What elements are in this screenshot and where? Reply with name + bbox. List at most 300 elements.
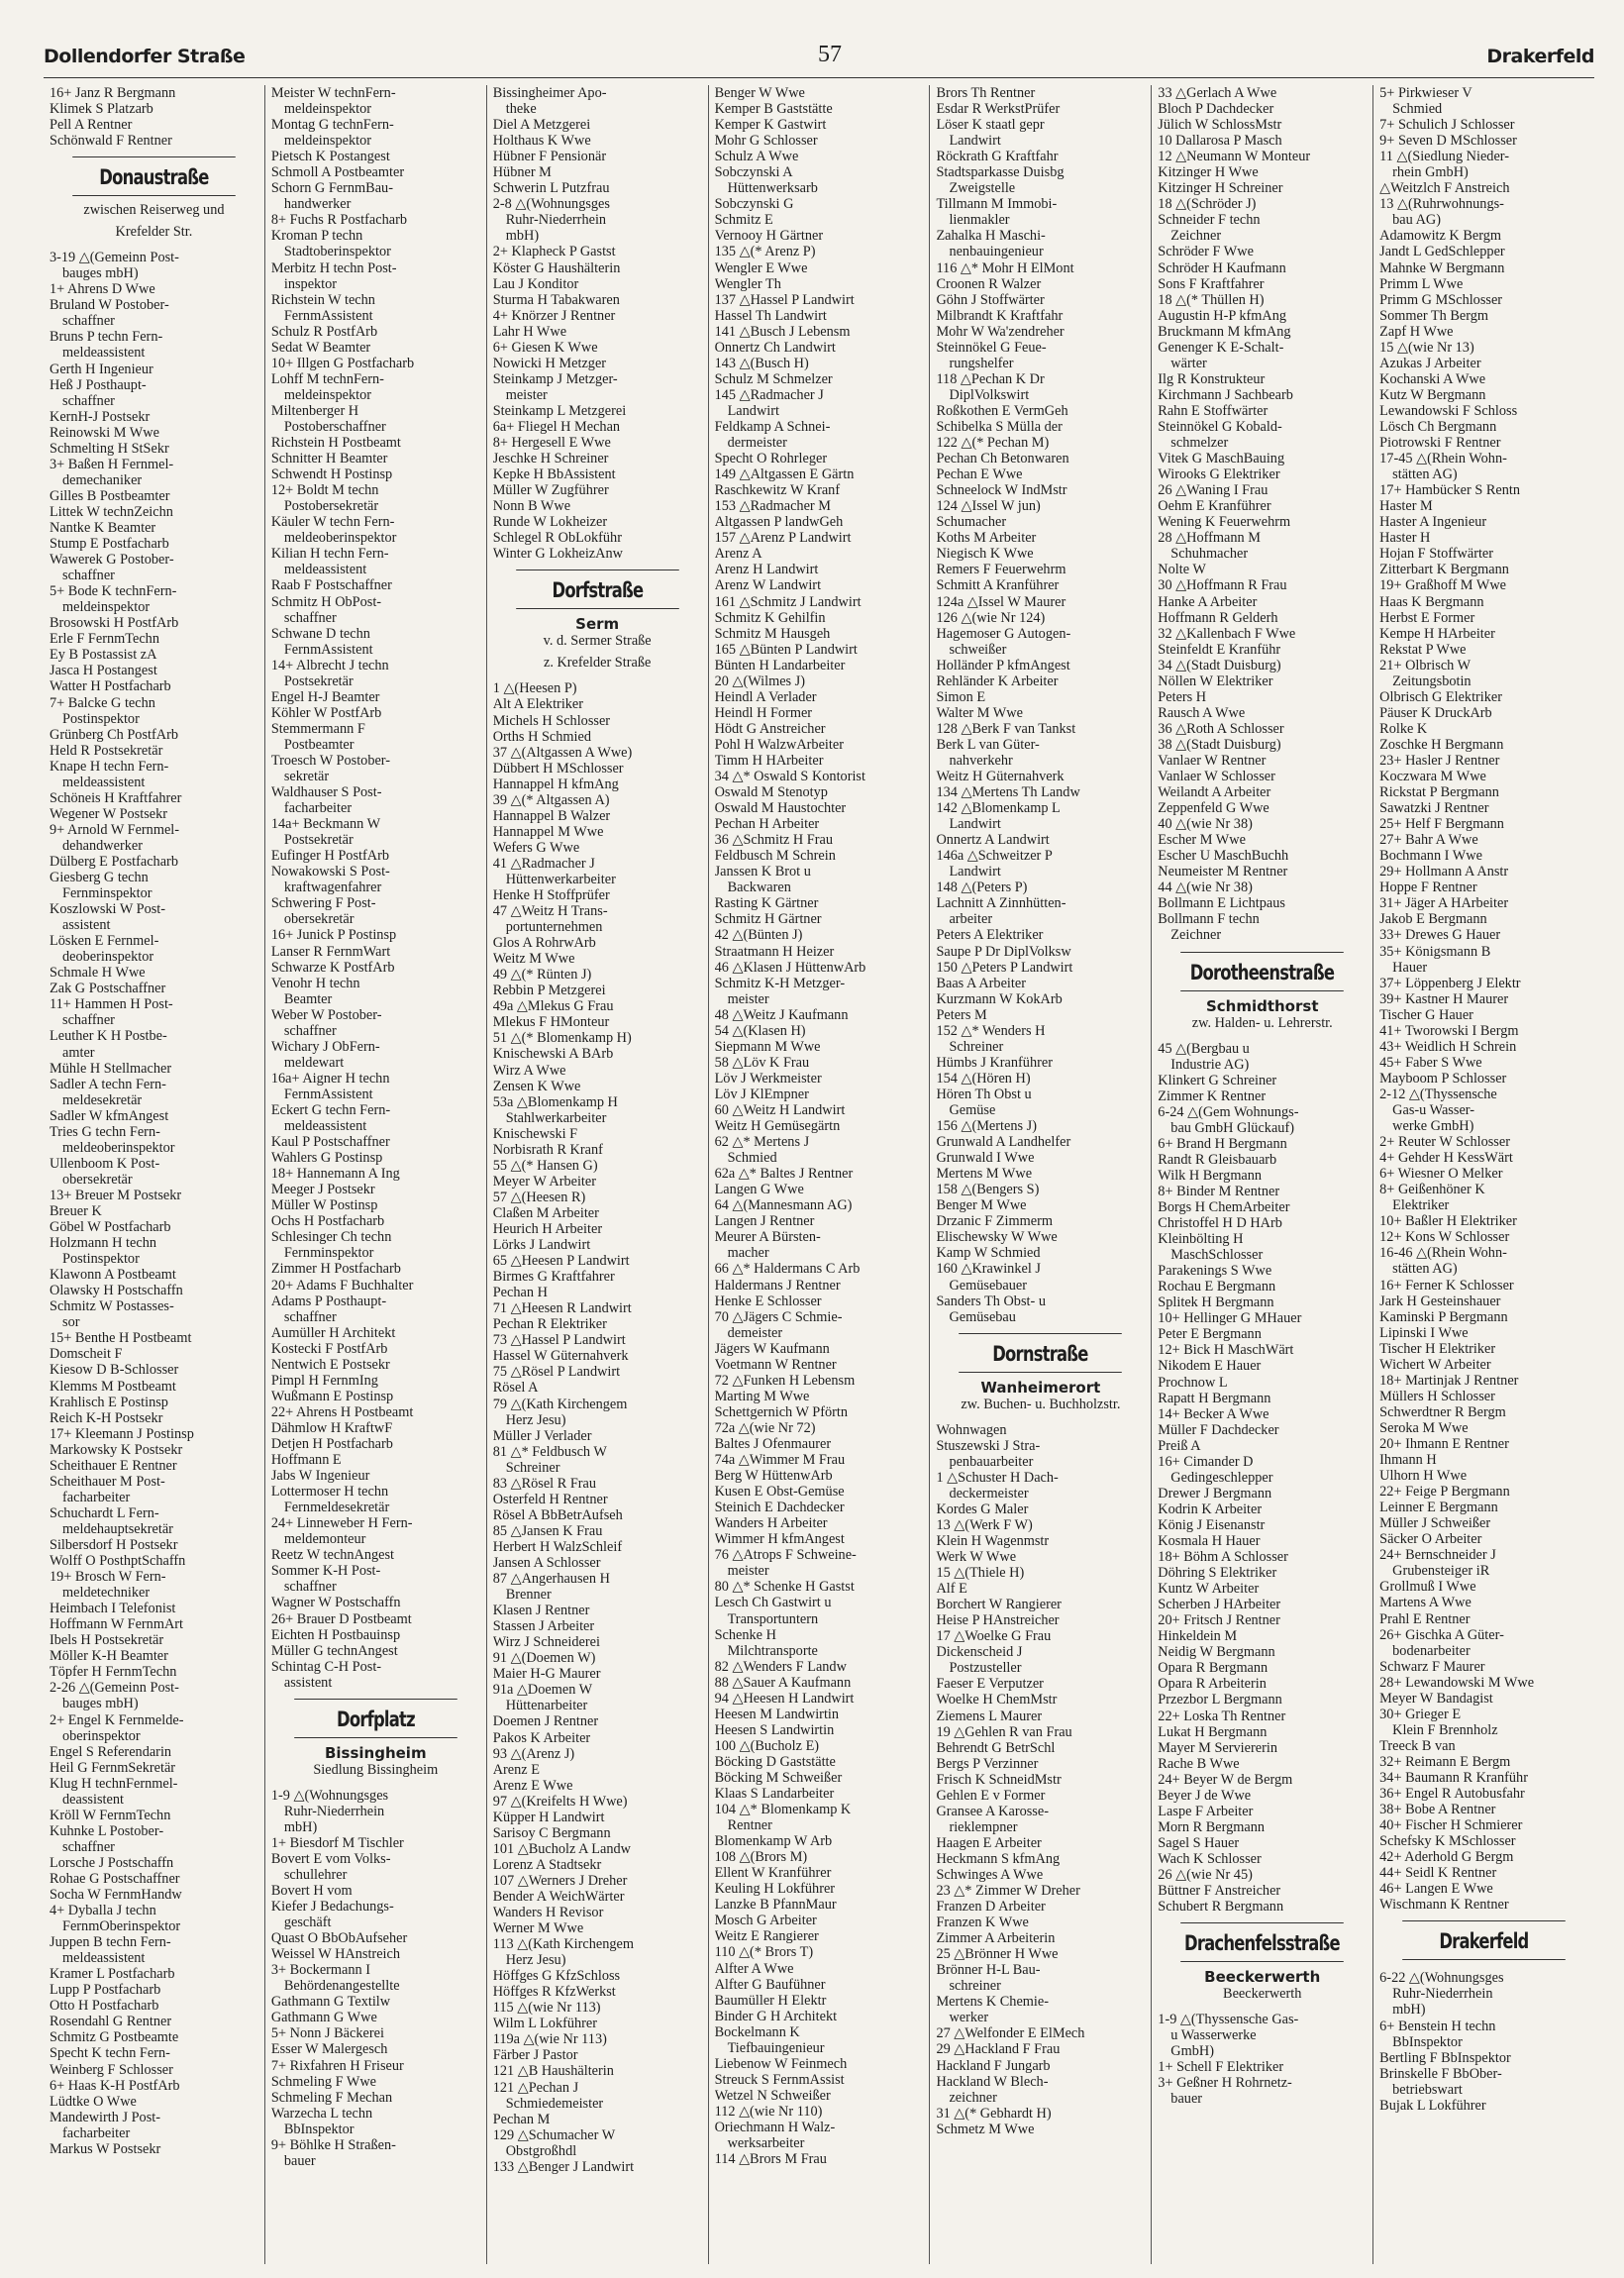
directory-entry: Voetmann W Rentner <box>714 1356 837 1373</box>
directory-entry: 2+ Klapheck P Gastst <box>492 244 616 260</box>
directory-entry: 83 △Rösel R Frau <box>492 1475 597 1492</box>
directory-entry: Klug H technFernmel- <box>50 1775 178 1792</box>
directory-entry: 8+ Binder M Rentner <box>1158 1183 1280 1199</box>
directory-entry: Genenger K E-Schalt- <box>1158 339 1284 356</box>
directory-entry: Bender A WeichWärter <box>492 1888 625 1905</box>
directory-entry: Pechan Ch Betonwaren <box>936 451 1069 467</box>
directory-entry: Heindl A Verlader <box>714 688 817 705</box>
directory-entry: Pohl H WalzwArbeiter <box>714 736 844 753</box>
district-name: Schmidthorst <box>1205 996 1319 1015</box>
directory-entry: Löv J KlEmpner <box>714 1086 809 1102</box>
column-2 <box>264 85 486 2264</box>
directory-entry: Heß J Posthaupt- <box>50 376 147 393</box>
directory-entry: 153 △Radmacher M <box>714 498 831 515</box>
directory-entry: Fernmeldesekretär <box>283 1500 390 1516</box>
directory-entry: FernmAssistent <box>283 641 373 658</box>
directory-entry: 107 △Werners J Dreher <box>492 1872 628 1889</box>
directory-entry: Croonen R Walzer <box>936 275 1042 292</box>
directory-entry: Wichert W Arbeiter <box>1379 1356 1491 1373</box>
directory-columns <box>44 85 1594 2264</box>
directory-entry: 29 △Hackland F Frau <box>936 2041 1061 2058</box>
directory-entry: schmelzer <box>1170 435 1229 452</box>
directory-entry: Brinskelle F BbOber- <box>1379 2065 1502 2082</box>
directory-entry: deckermeister <box>949 1485 1029 1501</box>
directory-entry: 44 △(wie Nr 38) <box>1158 880 1253 896</box>
directory-entry: Holthaus K Wwe <box>492 133 591 150</box>
directory-entry: 27 △Welfonder E ElMech <box>936 2025 1085 2042</box>
directory-entry: 66 △* Haldermans C Arb <box>714 1261 861 1278</box>
directory-entry: schweißer <box>949 641 1007 658</box>
directory-entry: bauer <box>1170 2091 1203 2108</box>
directory-entry: demechaniker <box>62 471 143 488</box>
directory-entry: 116 △* Mohr H ElMont <box>936 259 1074 276</box>
directory-entry: bau AG) <box>1392 212 1441 229</box>
directory-entry: theke <box>505 101 537 118</box>
street-section <box>50 156 258 196</box>
directory-entry: Brönner H-L Bau- <box>936 1962 1041 1979</box>
directory-entry: betriebswart <box>1392 2081 1463 2098</box>
directory-entry: Alfter A Wwe <box>714 1960 794 1977</box>
directory-entry: Merbitz H techn Post- <box>270 259 397 276</box>
directory-entry: Franzen K Wwe <box>936 1915 1029 1931</box>
directory-entry: Bovert E vom Volks- <box>270 1850 391 1867</box>
directory-entry: Mlekus F HMonteur <box>492 1014 610 1031</box>
directory-entry: Koths M Arbeiter <box>936 530 1037 547</box>
district-name: Beeckerwerth <box>1204 1968 1321 1987</box>
directory-entry: Borgs H ChemArbeiter <box>1158 1199 1290 1215</box>
directory-entry: Kroman P techn <box>270 228 363 245</box>
directory-entry: Steinnökel G Feue- <box>936 339 1047 356</box>
directory-entry: Rausch A Wwe <box>1158 704 1246 721</box>
directory-entry: 4+ Gehder H KessWärt <box>1379 1150 1513 1167</box>
directory-entry: Bollmann E Lichtpaus <box>1158 895 1285 912</box>
directory-entry: assistent <box>283 1674 333 1691</box>
directory-entry: 133 △Benger J Landwirt <box>492 2158 635 2175</box>
directory-entry: Escher U MaschBuchh <box>1158 848 1289 865</box>
directory-entry: 19+ Brosch W Fern- <box>50 1569 166 1586</box>
directory-entry: Hüttenwerksarb <box>727 180 818 197</box>
directory-entry: Kitzinger H Wwe <box>1158 164 1259 181</box>
directory-entry: Ruhr-Niederrhein <box>283 1803 385 1819</box>
directory-entry: Reich K-H Postsekr <box>50 1409 163 1426</box>
directory-entry: 8+ Geißenhöner K <box>1379 1182 1485 1198</box>
directory-entry: Heesen S Landwirtin <box>714 1721 835 1738</box>
directory-entry: Schneider F techn <box>1158 212 1261 229</box>
directory-entry: Arenz E <box>492 1761 540 1778</box>
directory-entry: 5+ Nonn J Bäckerei <box>270 2025 384 2042</box>
directory-entry: Jeschke H Schreiner <box>492 451 609 467</box>
directory-entry: Tischer H Elektriker <box>1379 1340 1496 1357</box>
directory-entry: Postoberschaffner <box>283 418 386 435</box>
directory-entry: 62 △* Mertens J <box>714 1134 810 1151</box>
directory-entry: Pimpl H FernmIng <box>270 1372 378 1389</box>
directory-entry: Eichten H Postbauinsp <box>270 1626 401 1643</box>
directory-entry: 18+ Böhm A Schlosser <box>1158 1549 1288 1566</box>
directory-entry: Sommer Th Bergm <box>1379 307 1489 324</box>
directory-entry: rungshelfer <box>949 355 1014 371</box>
directory-entry: Ullenboom K Post- <box>50 1155 160 1172</box>
directory-entry: Wolff O PosthptSchaffn <box>50 1553 186 1570</box>
directory-entry: Schintag C-H Post- <box>270 1658 382 1675</box>
directory-entry: Schmied <box>727 1150 777 1167</box>
header-right-street: Drakerfeld <box>1486 46 1594 67</box>
directory-entry: Socha W FernmHandw <box>50 1887 182 1904</box>
directory-entry: Brosowski H PostfArb <box>50 615 179 632</box>
directory-entry: Wirooks G Elektriker <box>1158 466 1280 483</box>
directory-entry: Schwerin L Putzfrau <box>492 180 610 197</box>
directory-entry: 1-9 △(Thyssensche Gas- <box>1158 2012 1299 2028</box>
directory-entry: deassistent <box>62 1791 124 1808</box>
directory-entry: Henke E Schlosser <box>714 1293 822 1309</box>
directory-entry: Pechan E Wwe <box>936 466 1023 483</box>
directory-entry: mbH) <box>505 228 540 245</box>
directory-entry: Böcking M Schweißer <box>714 1769 843 1786</box>
directory-entry: Troesch W Postober- <box>270 752 391 769</box>
directory-entry: 51 △(* Blomenkamp H) <box>492 1030 632 1047</box>
directory-entry: △Weitzlch F Anstreich <box>1379 180 1510 197</box>
directory-entry: Obstgroßhdl <box>505 2142 577 2159</box>
directory-entry: Schwerdtner R Bergm <box>1379 1403 1506 1420</box>
directory-entry: Timm H HArbeiter <box>714 752 824 769</box>
directory-entry: Schulz M Schmelzer <box>714 370 833 387</box>
directory-entry: Milbrandt K Kraftfahr <box>936 307 1064 324</box>
directory-entry: Kurzmann W KokArb <box>936 990 1063 1007</box>
directory-entry: Ruhr-Niederrhein <box>1392 1986 1493 2003</box>
directory-entry: Färber J Pastor <box>492 2047 578 2064</box>
directory-entry: 126 △(wie Nr 124) <box>936 609 1046 626</box>
directory-entry: Randt R Gleisbauarb <box>1158 1151 1277 1168</box>
directory-entry: 112 △(wie Nr 110) <box>714 2103 823 2120</box>
street-title: Dorfplatz <box>294 1699 457 1738</box>
directory-entry: Giesberg G techn <box>50 870 149 886</box>
directory-entry: Liebenow W Feinmech <box>714 2055 848 2072</box>
directory-entry: Zeichner <box>1170 927 1222 944</box>
directory-entry: 38+ Bobe A Rentner <box>1379 1802 1496 1818</box>
directory-entry: 12+ Kons W Schlosser <box>1379 1229 1510 1246</box>
directory-entry: Landwirt <box>727 402 779 419</box>
directory-entry: Hören Th Obst u <box>936 1086 1032 1102</box>
directory-entry: Piotrowski F Rentner <box>1379 435 1501 452</box>
directory-entry: Esdar R WerkstPrüfer <box>936 101 1061 118</box>
directory-entry: Rekstat P Wwe <box>1379 641 1467 658</box>
directory-entry: schaffner <box>62 1838 115 1855</box>
directory-entry: 14a+ Beckmann W <box>270 816 381 833</box>
directory-entry: 6+ Benstein H techn <box>1379 2018 1496 2034</box>
directory-entry: FernmAssistent <box>283 307 373 324</box>
directory-entry: Pell A Rentner <box>50 117 133 134</box>
directory-entry: Schmied <box>1392 101 1443 118</box>
directory-entry: Nantke K Beamter <box>50 519 156 536</box>
directory-entry: 34+ Baumann R Kranführ <box>1379 1769 1528 1786</box>
directory-entry: 7+ Schulich J Schlosser <box>1379 117 1515 134</box>
directory-entry: Sobczynski A <box>714 164 793 181</box>
column-5 <box>929 85 1151 2264</box>
directory-entry: Domscheit F <box>50 1346 123 1363</box>
directory-entry: Pietsch K Postangest <box>270 149 390 165</box>
street-note: z. Krefelder Straße <box>543 655 652 672</box>
directory-entry: Zeichner <box>1170 228 1222 245</box>
directory-entry: Seroka M Wwe <box>1379 1419 1469 1436</box>
directory-entry: 145 △Radmacher J <box>714 386 824 403</box>
directory-entry: Wohnwagen <box>936 1421 1007 1438</box>
directory-entry: Erle F FernmTechn <box>50 631 159 648</box>
directory-entry: Scheithauer E Rentner <box>50 1457 177 1474</box>
directory-entry: Meeger J Postsekr <box>270 1182 375 1198</box>
directory-entry: Kostecki F PostfArb <box>270 1340 388 1357</box>
directory-entry: Sobczynski G <box>714 196 794 213</box>
directory-entry: Gemüsebauer <box>949 1277 1028 1294</box>
directory-entry: 62a △* Baltes J Rentner <box>714 1166 854 1183</box>
directory-entry: 31 △(* Gebhardt H) <box>936 2105 1052 2122</box>
directory-entry: 32+ Reimann E Bergm <box>1379 1753 1511 1770</box>
directory-entry: 93 △(Arenz J) <box>492 1745 575 1762</box>
directory-entry: Rickstat P Bergmann <box>1379 784 1499 801</box>
directory-entry: Sadler W kfmAngest <box>50 1107 169 1124</box>
directory-entry: Mayboom P Schlosser <box>1379 1070 1507 1087</box>
directory-entry: 72 △Funken H Lebensm <box>714 1372 856 1389</box>
directory-entry: Primm G MSchlosser <box>1379 291 1503 308</box>
directory-entry: Schmitz H Gärtner <box>714 911 822 928</box>
directory-entry: Mayer M Serviererin <box>1158 1739 1277 1756</box>
directory-entry: 43+ Weidlich H Schrein <box>1379 1038 1517 1055</box>
directory-entry: Grollmuß I Wwe <box>1379 1579 1476 1596</box>
directory-entry: Rebbin P Metzgerei <box>492 983 606 999</box>
directory-entry: 121 △Pechan J <box>492 2079 579 2096</box>
directory-entry: meldeoberinspektor <box>283 530 397 547</box>
directory-entry: Hannappel B Walzer <box>492 807 611 824</box>
column-6 <box>1151 85 1372 2264</box>
street-title: Dorotheenstraße <box>1180 952 1343 991</box>
directory-entry: Marting M Wwe <box>714 1388 810 1404</box>
directory-entry: Glos A RohrwArb <box>492 935 596 952</box>
directory-entry: Specht O Rohrleger <box>714 451 828 467</box>
directory-entry: Binder G H Architekt <box>714 2008 838 2024</box>
directory-entry: Lohff M technFern- <box>270 370 384 387</box>
directory-entry: schaffner <box>62 392 115 409</box>
directory-entry: 11 △(Siedlung Nieder- <box>1379 149 1510 165</box>
directory-entry: Löv J Werkmeister <box>714 1070 822 1087</box>
directory-entry: Wening K Feuerwehrm <box>1158 514 1291 531</box>
directory-entry: Onnertz Ch Landwirt <box>714 339 836 356</box>
directory-entry: Lahr H Wwe <box>492 323 567 340</box>
directory-entry: handwerker <box>283 196 352 213</box>
directory-entry: Diel A Metzgerei <box>492 117 591 134</box>
directory-entry: bauer <box>283 2152 316 2169</box>
directory-entry: schreiner <box>949 1978 1001 1995</box>
directory-entry: BbInspektor <box>283 2121 355 2137</box>
directory-entry: 108 △(Brors M) <box>714 1849 808 1866</box>
directory-entry: Hübner F Pensionär <box>492 149 607 165</box>
directory-entry: Koszlowski W Post- <box>50 901 166 918</box>
directory-entry: Kirchmann J Sachbearb <box>1158 386 1293 403</box>
directory-entry: Faeser E Verputzer <box>936 1676 1044 1693</box>
directory-entry: 55 △(* Hansen G) <box>492 1157 598 1174</box>
directory-entry: Peters H <box>1158 688 1207 705</box>
directory-entry: 25+ Helf F Bergmann <box>1379 816 1504 833</box>
directory-entry: schaffner <box>283 1308 337 1325</box>
directory-entry: Elektriker <box>1392 1197 1450 1214</box>
directory-entry: 44+ Seidl K Rentner <box>1379 1865 1497 1882</box>
directory-entry: 41 △Radmacher J <box>492 855 595 872</box>
directory-entry: Behrendt G BetrSchl <box>936 1739 1056 1756</box>
directory-entry: Montag G technFern- <box>270 117 394 134</box>
directory-entry: oberinspektor <box>62 1727 141 1744</box>
directory-entry: 12 △Neumann W Monteur <box>1158 149 1311 165</box>
directory-entry: 6-22 △(Wohnungsges <box>1379 1970 1504 1987</box>
directory-entry: Schmitt A Kranführer <box>936 577 1060 594</box>
directory-entry: 13+ Breuer M Postsekr <box>50 1187 182 1203</box>
directory-entry: Schmetz M Wwe <box>936 2121 1035 2137</box>
directory-entry: penbauarbeiter <box>949 1453 1034 1470</box>
directory-entry: 76 △Atrops F Schweine- <box>714 1547 857 1564</box>
directory-entry: 41+ Tworowski I Bergm <box>1379 1022 1519 1039</box>
directory-entry: 27+ Bahr A Wwe <box>1379 832 1478 849</box>
directory-entry: 104 △* Blomenkamp K <box>714 1802 852 1818</box>
directory-entry: Splitek H Bergmann <box>1158 1294 1274 1311</box>
district-name: Serm <box>575 615 620 634</box>
directory-entry: 9+ Böhlke H Straßen- <box>270 2136 396 2153</box>
directory-entry: Onnertz A Landwirt <box>936 832 1050 849</box>
directory-entry: 1 △(Heesen P) <box>492 680 577 697</box>
directory-entry: Herz Jesu) <box>505 1411 566 1428</box>
directory-entry: Meister W technFern- <box>270 85 396 101</box>
directory-entry: Jansen A Schlosser <box>492 1554 601 1571</box>
directory-entry: Zimmer K Rentner <box>1158 1087 1267 1104</box>
directory-entry: Streuck S FernmAssist <box>714 2071 845 2088</box>
column-3 <box>486 85 708 2264</box>
directory-entry: 13 △(Werk F W) <box>936 1516 1033 1533</box>
directory-entry: Oriechmann H Walz- <box>714 2120 836 2135</box>
directory-entry: Dülberg E Postfacharb <box>50 853 178 870</box>
directory-entry: Backwaren <box>727 880 791 896</box>
directory-entry: assistent <box>62 917 111 934</box>
directory-entry: 1+ Ahrens D Wwe <box>50 281 155 298</box>
directory-entry: Runde W Lokheizer <box>492 514 608 531</box>
directory-entry: Wengler E Wwe <box>714 259 808 276</box>
directory-entry: Löser K staatl gepr <box>936 117 1045 134</box>
directory-entry: Hüttenwerkarbeiter <box>505 871 616 887</box>
directory-entry: MaschSchlosser <box>1170 1247 1264 1264</box>
directory-entry: Rolke K <box>1379 720 1428 737</box>
directory-entry: Heise P HAnstreicher <box>936 1612 1060 1629</box>
directory-entry: 17+ Hambücker S Rentn <box>1379 482 1521 499</box>
directory-entry: Sturma H Tabakwaren <box>492 291 620 308</box>
directory-entry: 19 △Gehlen R van Frau <box>936 1723 1072 1740</box>
directory-entry: Wischmann K Rentner <box>1379 1897 1509 1914</box>
directory-entry: 19+ Graßhoff M Wwe <box>1379 577 1506 594</box>
directory-entry: 4+ Dyballa J techn <box>50 1903 156 1919</box>
directory-entry: Sedat W Beamter <box>270 339 371 356</box>
directory-entry: Zoschke H Bergmann <box>1379 736 1504 753</box>
directory-entry: Steinfeldt E Kranführ <box>1158 641 1281 658</box>
directory-entry: Schwinges A Wwe <box>936 1866 1044 1883</box>
directory-entry: Langen J Rentner <box>714 1213 815 1230</box>
directory-entry: Sons F Kraftfahrer <box>1158 275 1265 292</box>
directory-entry: Lösch Ch Bergmann <box>1379 418 1497 435</box>
directory-entry: Esser W Malergesch <box>270 2041 388 2058</box>
directory-entry: Rentner <box>727 1817 772 1834</box>
directory-entry: mbH) <box>283 1818 318 1835</box>
directory-entry: Höffges G KfzSchloss <box>492 1968 621 1985</box>
directory-entry: portunternehmen <box>505 919 603 936</box>
directory-entry: 152 △* Wenders H <box>936 1022 1046 1039</box>
directory-entry: 16+ Janz R Bergmann <box>50 85 176 101</box>
street-note: zwischen Reiserweg und <box>83 202 225 219</box>
directory-entry: 12+ Bick H MaschWärt <box>1158 1342 1294 1359</box>
directory-entry: Pechan R Elektriker <box>492 1316 607 1333</box>
directory-entry: Dübbert H MSchlosser <box>492 760 624 777</box>
directory-entry: Lanser R FernmWart <box>270 943 391 960</box>
directory-entry: amter <box>62 1044 95 1061</box>
directory-entry: Meurer A Bürsten- <box>714 1229 821 1246</box>
directory-entry: Wimmer H kfmAngest <box>714 1531 845 1548</box>
directory-entry: werker <box>949 2010 989 2026</box>
directory-entry: Dickenscheid J <box>936 1644 1023 1661</box>
directory-entry: Richstein H Postbeamt <box>270 435 401 452</box>
directory-entry: Primm L Wwe <box>1379 275 1464 292</box>
directory-entry: meldeassistent <box>62 774 146 790</box>
directory-entry: kraftwagenfahrer <box>283 880 382 896</box>
directory-entry: Hübner M <box>492 164 552 181</box>
directory-entry: Rache B Wwe <box>1158 1755 1240 1772</box>
street-title: Dorfstraße <box>516 570 678 609</box>
directory-entry: zeichner <box>949 2089 997 2106</box>
directory-entry: Azukas J Arbeiter <box>1379 355 1481 371</box>
directory-entry: Adams P Posthaupt- <box>270 1293 387 1309</box>
directory-entry: Vanlaer W Rentner <box>1158 752 1267 769</box>
directory-entry: Woelke H ChemMstr <box>936 1692 1058 1708</box>
directory-entry: Wilm L Lokführer <box>492 2016 598 2032</box>
directory-entry: 58 △Löv K Frau <box>714 1054 810 1071</box>
directory-entry: 129 △Schumacher W <box>492 2126 616 2143</box>
directory-entry: Haagen E Arbeiter <box>936 1834 1042 1851</box>
directory-entry: meldeoberinspektor <box>62 1139 175 1156</box>
directory-entry: Hannappel H kfmAng <box>492 776 619 792</box>
directory-entry: Scheithauer M Post- <box>50 1473 165 1490</box>
directory-entry: Schettgernich W Pförtn <box>714 1403 849 1420</box>
directory-entry: Drzanic F Zimmerm <box>936 1213 1053 1230</box>
directory-entry: Nolte W <box>1158 562 1206 578</box>
directory-entry: Wagner W Postschaffn <box>270 1595 401 1611</box>
directory-entry: Hannappel M Wwe <box>492 823 604 840</box>
directory-entry: meldeassistent <box>283 562 367 578</box>
directory-entry: 1-9 △(Wohnungsges <box>270 1787 389 1804</box>
directory-entry: Ziemens L Maurer <box>936 1708 1043 1724</box>
directory-entry: Schwering F Post- <box>270 895 376 912</box>
directory-entry: Schlegel R ObLokführ <box>492 530 622 547</box>
directory-entry: Peter E Bergmann <box>1158 1326 1262 1343</box>
directory-entry: 10 Dallarosa P Masch <box>1158 133 1282 150</box>
directory-entry: Knape H techn Fern- <box>50 758 169 775</box>
directory-entry: 35+ Königsmann B <box>1379 943 1491 960</box>
directory-entry: Postsekretär <box>283 832 354 849</box>
directory-entry: Wahlers G Postinsp <box>270 1150 383 1167</box>
directory-entry: Lanzke B PfannMaur <box>714 1897 837 1914</box>
directory-entry: Roßkothen E VermGeh <box>936 402 1068 419</box>
directory-entry: Hojan F Stoffwärter <box>1379 546 1494 563</box>
directory-entry: 160 △Krawinkel J <box>936 1261 1041 1278</box>
directory-entry: Knischewski A BArb <box>492 1046 614 1063</box>
directory-entry: Schwarz F Maurer <box>1379 1658 1485 1675</box>
directory-entry: Wilk H Bergmann <box>1158 1167 1263 1184</box>
directory-entry: Schönwald F Rentner <box>50 133 172 150</box>
directory-entry: Berk L van Güter- <box>936 736 1040 753</box>
directory-entry: 10+ Hellinger G MHauer <box>1158 1310 1302 1327</box>
directory-entry: 137 △Hassel P Landwirt <box>714 291 855 308</box>
directory-entry: Bünten H Landarbeiter <box>714 657 846 673</box>
directory-entry: 16a+ Aigner H techn <box>270 1070 390 1087</box>
directory-entry: 4+ Knörzer J Rentner <box>492 307 616 324</box>
